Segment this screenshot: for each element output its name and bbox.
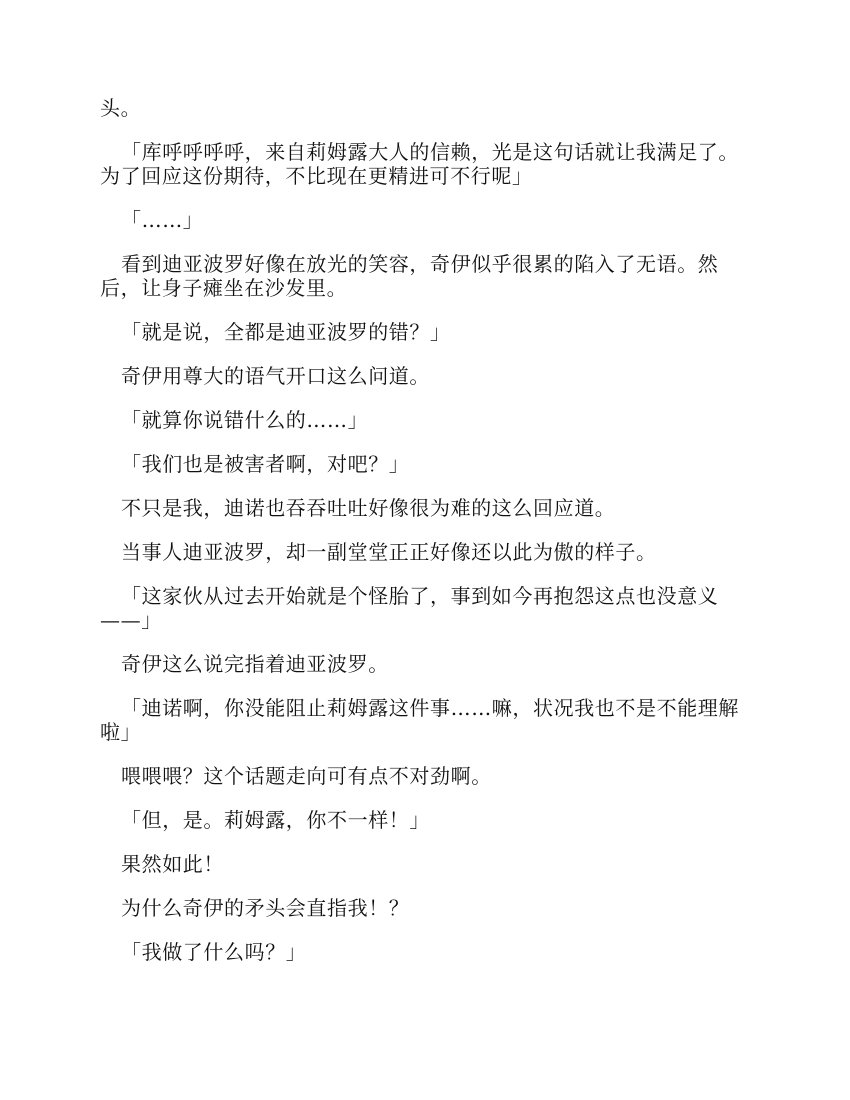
paragraph: 奇伊这么说完指着迪亚波罗。	[121, 652, 389, 676]
paragraph: 看到迪亚波罗好像在放光的笑容，奇伊似乎很累的陷入了无语。然后，让身子瘫坐在沙发里。	[100, 252, 719, 300]
paragraph: 「就是说，全都是迪亚波罗的错？」	[121, 320, 451, 344]
paragraph: 果然如此！	[121, 852, 224, 876]
paragraph: 「我做了什么吗？」	[121, 940, 307, 964]
paragraph: 「迪诺啊，你没能阻止莉姆露这件事……嘛，状况我也不是不能理解啦」	[100, 696, 739, 744]
paragraph: 头。	[100, 96, 142, 120]
paragraph: 「就算你说错什么的……」	[121, 408, 369, 432]
document-page	[100, 96, 750, 984]
paragraph: 「……」	[121, 208, 204, 232]
paragraph: 「我们也是被害者啊，对吧？」	[121, 452, 410, 476]
paragraph: 不只是我，迪诺也吞吞吐吐好像很为难的这么回应道。	[121, 496, 616, 520]
paragraph: 奇伊用尊大的语气开口这么问道。	[121, 364, 430, 388]
paragraph: 喂喂喂？这个话题走向可有点不对劲啊。	[121, 764, 492, 788]
paragraph: 为什么奇伊的矛头会直指我！？	[121, 896, 410, 920]
paragraph: 「但，是。莉姆露，你不一样！」	[121, 808, 430, 832]
paragraph: 当事人迪亚波罗，却一副堂堂正正好像还以此为傲的样子。	[121, 540, 657, 564]
paragraph: 「库呼呼呼呼，来自莉姆露大人的信赖，光是这句话就让我满足了。为了回应这份期待，不比现在更精进可不行呢」	[100, 140, 739, 188]
paragraph: 「这家伙从过去开始就是个怪胎了，事到如今再抱怨这点也没意义——」	[100, 584, 719, 632]
